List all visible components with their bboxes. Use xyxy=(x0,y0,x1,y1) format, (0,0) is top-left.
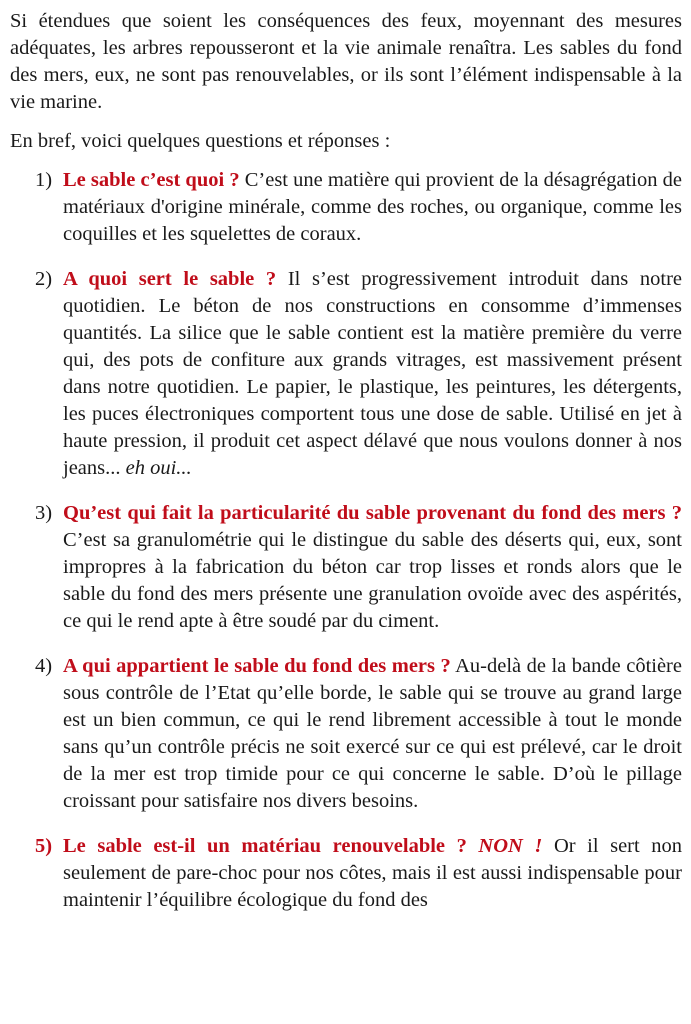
qa-answer-italic: eh oui... xyxy=(125,457,192,479)
intro-paragraph: Si étendues que soient les conséquences des feux, moyennant des mesures adéquates, les arbres repousseront et la vie animale renaîtra. Les sables du fond des mers, eux, ne sont pas renouvelables, or ils sont l’élément indispensable à la vie marine. xyxy=(10,10,682,113)
qa-item-4 xyxy=(35,653,682,815)
qa-answer: Au-delà de la bande côtière sous contrôle de l’Etat qu’elle borde, le sable qui se trouve au grand large est un bien commun, ce qui le rend librement accessible à tout le monde sans qu’un contrôle précis ne soit exercé sur ce qui est prélevé, car le droit de la mer est trop timide pour ce qui concerne le sable. D’où le pillage croissant pour satisfaire nos divers besoins. xyxy=(63,655,682,812)
qa-answer: C’est sa granulométrie qui le distingue du sable des déserts qui, eux, sont impropres à la fabrication du béton car trop lisses et ronds alors que le sable du fond des mers présente une granulation ovoïde avec des aspérités, ce qui le rend apte à être soudé par du ciment. xyxy=(63,529,682,632)
qa-number: 3) xyxy=(35,502,53,524)
qa-number: 2) xyxy=(35,268,53,290)
qa-item-1 xyxy=(35,167,682,248)
qa-number: 4) xyxy=(35,655,53,677)
lead-in-paragraph: En bref, voici quelques questions et réponses : xyxy=(10,130,391,152)
qa-question: Qu’est qui fait la particularité du sable provenant du fond des mers ? xyxy=(63,502,682,524)
qa-number: 1) xyxy=(35,169,53,191)
qa-exclaim: NON ! xyxy=(478,835,543,857)
qa-answer: C’est une matière qui provient de la désagrégation de matériaux d'origine minérale, comme des roches, ou organique, comme les coquilles et les squelettes de coraux. xyxy=(63,169,682,245)
qa-question: A quoi sert le sable ? xyxy=(63,268,277,290)
qa-answer: Il s’est progressivement introduit dans notre quotidien. Le béton de nos constructions en consomme d’immenses quantités. La silice que le sable contient est la matière première du verre qui, des pots de confiture aux grands vitrages, est massivement présent dans notre quotidien. Le papier, le plastique, les peintures, les détergents, les puces électroniques comportent tous une dose de sable. Utilisé en jet à haute pression, il produit cet aspect délavé que nous voulons donner à nos jeans... xyxy=(63,268,682,479)
qa-question: Le sable c’est quoi ? xyxy=(63,169,240,191)
qa-answer: Or il sert non seulement de pare-choc pour nos côtes, mais il est aussi indispensable pour maintenir l’équilibre écologique du fond des xyxy=(63,835,683,911)
qa-item-5 xyxy=(35,833,683,914)
qa-item-3 xyxy=(35,500,682,635)
qa-question: Le sable est-il un matériau renouvelable ? xyxy=(63,835,467,857)
qa-item-2 xyxy=(35,266,682,482)
qa-question: A qui appartient le sable du fond des mers ? xyxy=(63,655,451,677)
qa-list xyxy=(10,167,682,914)
qa-number: 5) xyxy=(35,835,53,857)
